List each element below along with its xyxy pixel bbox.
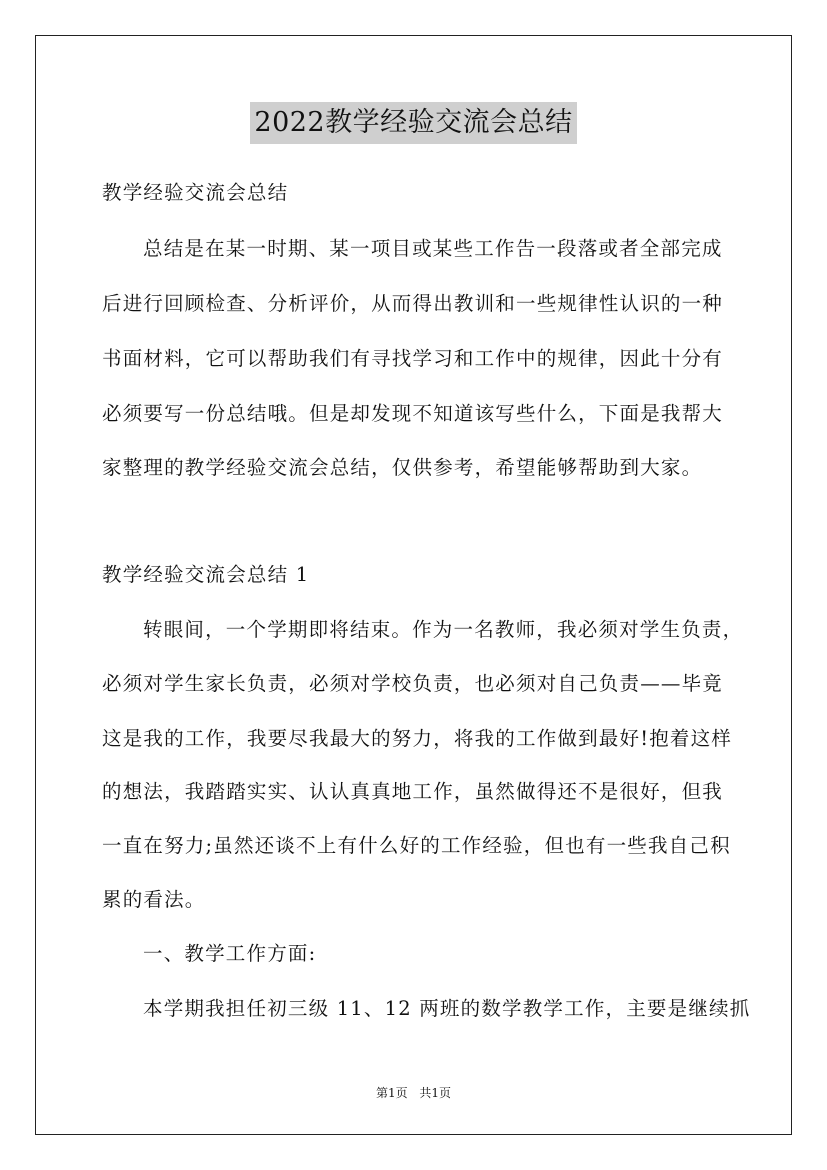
page-total: 共1页 [419, 1086, 452, 1100]
intro-line-3: 书面材料，它可以帮助我们有寻找学习和工作中的规律，因此十分有 [102, 347, 724, 370]
page-footer [0, 1085, 827, 1101]
section-1-line-2: 必须对学生家长负责，必须对学校负责，也必须对自己负责——毕竟 [102, 672, 724, 695]
section-1-line-1: 转眼间，一个学期即将结束。作为一名教师，我必须对学生负责， [143, 618, 744, 641]
section-1-line-5: 一直在努力;虽然还谈不上有什么好的工作经验，但也有一些我自己积 [102, 834, 731, 857]
page-number: 第1页 [375, 1086, 408, 1100]
intro-line-5: 家整理的教学经验交流会总结，仅供参考，希望能够帮助到大家。 [102, 456, 703, 479]
section-1-line-4: 的想法，我踏踏实实、认认真真地工作，虽然做得还不是很好，但我 [102, 780, 724, 803]
intro-line-4: 必须要写一份总结哦。但是却发现不知道该写些什么，下面是我帮大 [102, 402, 724, 425]
document-title: 2022教学经验交流会总结 [250, 102, 576, 144]
subheading-teaching: 一、教学工作方面: [143, 942, 317, 965]
intro-line-1: 总结是在某一时期、某一项目或某些工作告一段落或者全部完成 [143, 237, 723, 260]
intro-line-2: 后进行回顾检查、分析评价，从而得出教训和一些规律性认识的一种 [102, 292, 724, 315]
subtitle: 教学经验交流会总结 [102, 181, 289, 204]
section-1-line-3: 这是我的工作，我要尽我最大的努力，将我的工作做到最好!抱着这样 [102, 727, 733, 750]
title-container [0, 102, 827, 144]
section-1-heading: 教学经验交流会总结 1 [102, 563, 310, 586]
paragraph-last-line: 本学期我担任初三级 11、12 两班的数学教学工作，主要是继续抓 [143, 997, 751, 1020]
section-1-line-6: 累的看法。 [102, 888, 206, 911]
